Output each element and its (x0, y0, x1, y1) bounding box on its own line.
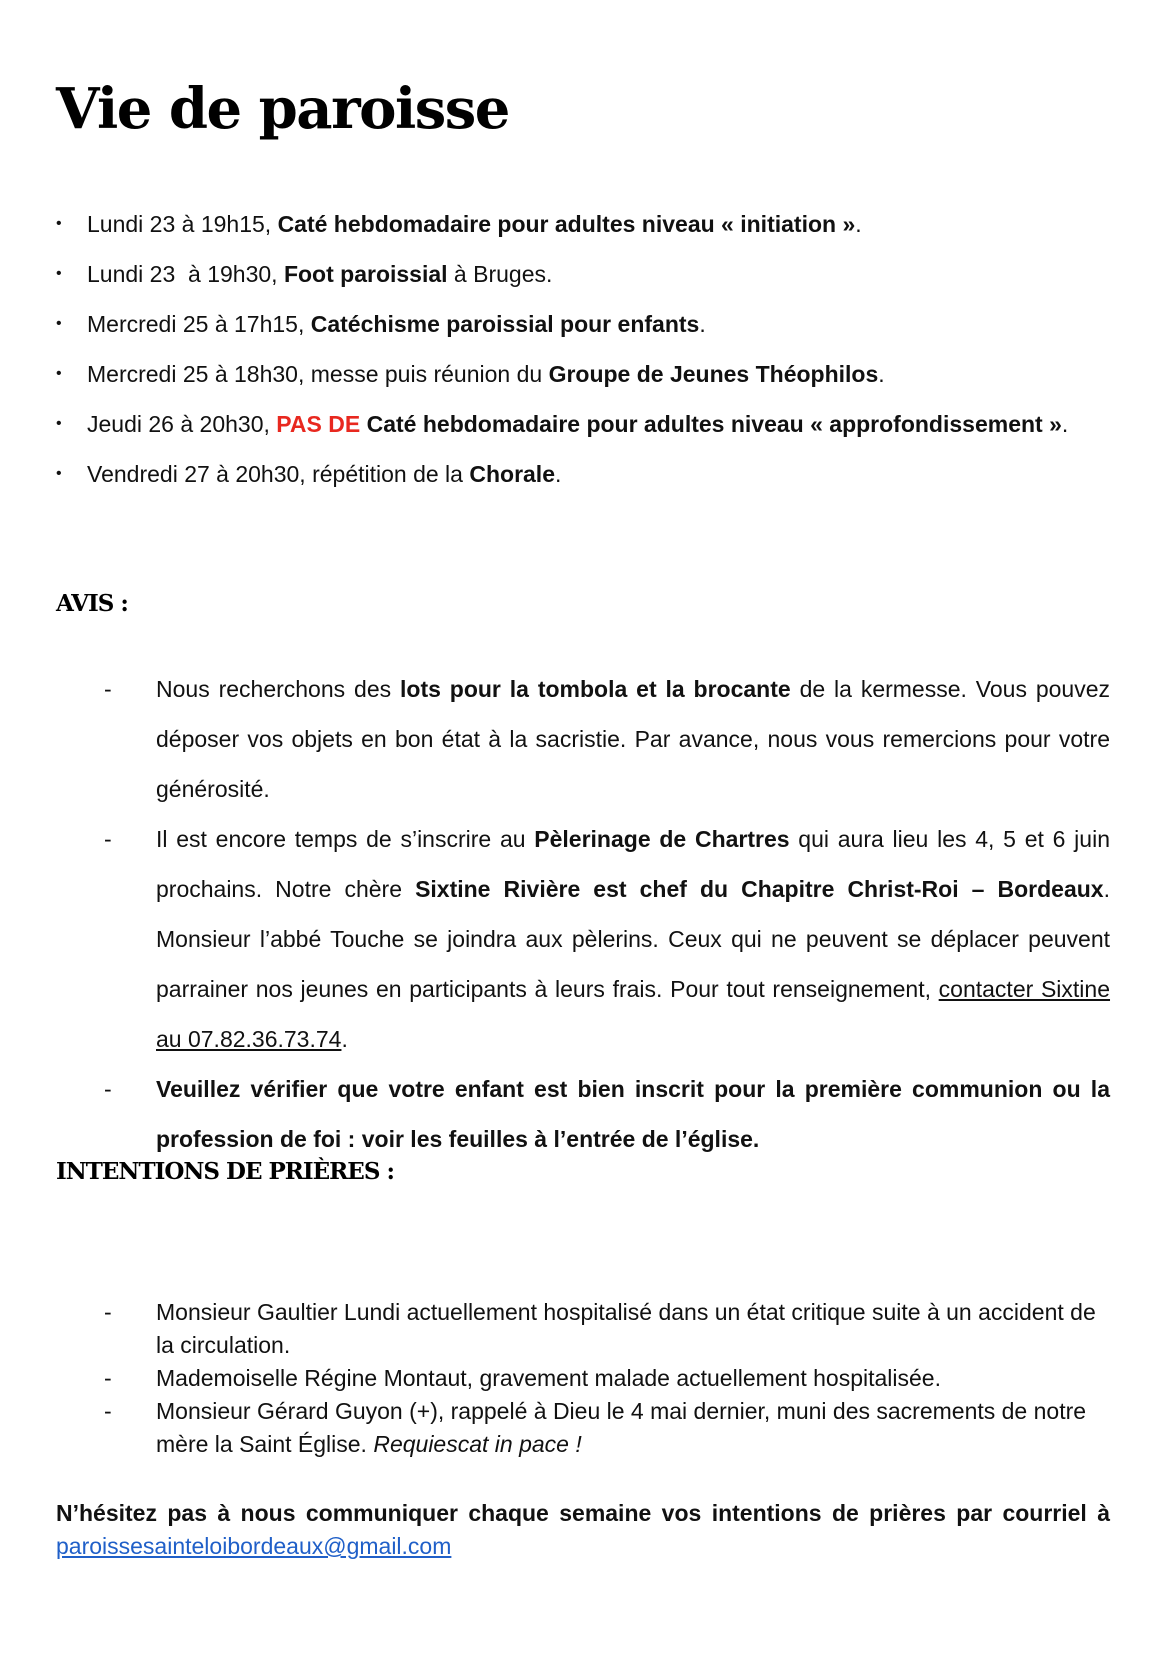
notice-text: . Monsieur l’abbé Touche se joindra aux pèlerins. Ceux qui ne peuvent se déplacer peuvent parrainer nos jeunes en participants à leurs frais. Pour tout renseignement, (156, 876, 1110, 1002)
prayer-text: Monsieur Gérard Guyon (+), rappelé à Dieu le 4 mai dernier, muni des sacrements de notre mère la Saint Église. (156, 1398, 1087, 1457)
event-text: . (555, 461, 562, 487)
notice-highlight: lots pour la tombola et la brocante (400, 676, 791, 702)
event-text: Jeudi 26 à 20h30, (87, 411, 277, 437)
events-list (56, 199, 1110, 499)
bullet-icon: • (56, 365, 62, 382)
notice-text: . (341, 1026, 348, 1052)
list-item (56, 349, 1110, 399)
notice-highlight: Sixtine Rivière est chef du Chapitre Christ-Roi – Bordeaux (415, 876, 1104, 902)
event-highlight: Foot paroissial (283, 261, 448, 287)
event-text: Mercredi 25 à 18h30, messe puis réunion du (87, 361, 549, 387)
list-item (104, 1395, 1110, 1461)
prayers-list (104, 1296, 1110, 1461)
list-item (56, 199, 1110, 249)
avis-heading: AVIS : (56, 590, 128, 617)
prayers-heading: INTENTIONS DE PRIÈRES : (56, 1158, 394, 1185)
list-item (104, 1362, 1110, 1395)
notice-text: Nous recherchons des (156, 676, 400, 702)
prayer-text: Monsieur Gaultier Lundi actuellement hospitalisé dans un état critique suite à un accident de la circulation. (156, 1299, 1096, 1358)
event-text: . (699, 311, 706, 337)
bullet-icon: • (56, 215, 62, 232)
event-text: . (855, 211, 862, 237)
dash-icon: - (104, 1365, 112, 1391)
event-text: Lundi 23 à 19h30, (87, 261, 284, 287)
notice-text: qui aura lieu les 4, 5 et 6 juin prochains. Notre chère (156, 826, 1110, 902)
avis-list (104, 664, 1110, 1164)
event-highlight: Catéchisme paroissial pour enfants (310, 311, 700, 337)
prayer-text: Mademoiselle Régine Montaut, gravement malade actuellement hospitalisée. (156, 1365, 941, 1391)
event-text: Mercredi 25 à 17h15, (87, 311, 311, 337)
notice-text: de la kermesse. Vous pouvez déposer vos objets en bon état à la sacristie. Par avance, nous vous remercions pour votre générosité. (156, 676, 1110, 802)
list-item (104, 1064, 1110, 1164)
prayer-latin: Requiescat in pace ! (373, 1431, 582, 1457)
email-link[interactable]: paroissesainteloibordeaux@gmail.com (56, 1533, 452, 1559)
event-highlight: Caté hebdomadaire pour adultes niveau « initiation » (277, 211, 856, 237)
notice-text: Il est encore temps de s’inscrire au (156, 826, 535, 852)
event-text: Lundi 23 à 19h15, (87, 211, 278, 237)
event-text: . (878, 361, 885, 387)
event-text: . (1061, 411, 1069, 437)
list-item (56, 249, 1110, 299)
list-item (104, 664, 1110, 814)
dash-icon: - (104, 1076, 112, 1102)
event-text: Vendredi 27 à 20h30, répétition de la (87, 461, 470, 487)
bullet-icon: • (56, 315, 62, 332)
list-item (104, 814, 1110, 1064)
notice-highlight: Veuillez vérifier que votre enfant est bien inscrit pour la première communion ou la profession de foi : voir les feuilles à l’entrée de l’église. (156, 1076, 1110, 1152)
footer-text: N’hésitez pas à nous communiquer chaque semaine vos intentions de prières par courriel à (56, 1500, 1110, 1526)
event-highlight: Groupe de Jeunes Théophilos (548, 361, 879, 387)
list-item (104, 1296, 1110, 1362)
cancel-notice: PAS DE (276, 411, 361, 437)
list-item (56, 399, 1110, 449)
event-highlight: Caté hebdomadaire pour adultes niveau « approfondissement » (360, 411, 1062, 437)
notice-highlight: Pèlerinage de Chartres (534, 826, 790, 852)
dash-icon: - (104, 676, 112, 702)
footer-note (56, 1497, 1110, 1563)
page-title: Vie de paroisse (56, 76, 509, 142)
dash-icon: - (104, 826, 112, 852)
bullet-icon: • (56, 265, 62, 282)
event-text: à Bruges. (447, 261, 553, 287)
contact-phone: contacter Sixtine au 07.82.36.73.74 (156, 976, 1111, 1052)
bullet-icon: • (56, 415, 62, 432)
dash-icon: - (104, 1299, 112, 1325)
dash-icon: - (104, 1398, 112, 1424)
event-highlight: Chorale (469, 461, 555, 487)
list-item (56, 449, 1110, 499)
bullet-icon: • (56, 465, 62, 482)
list-item (56, 299, 1110, 349)
